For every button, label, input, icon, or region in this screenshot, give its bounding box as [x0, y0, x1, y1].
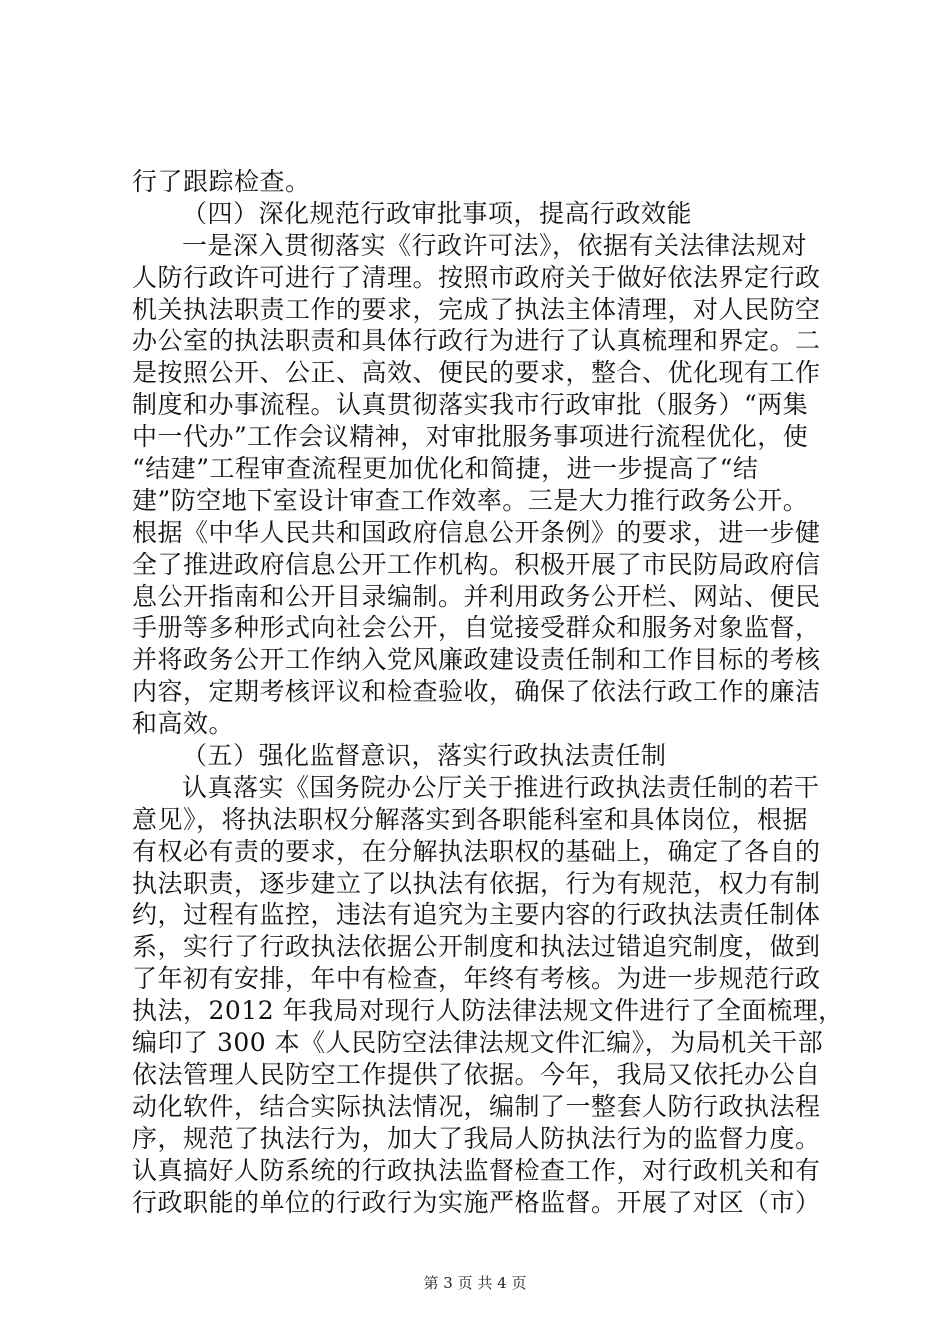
text-line: “结建”工程审查流程更加优化和简捷，进一步提高了“结 — [132, 454, 759, 484]
text-line: 机关执法职责工作的要求，完成了执法主体清理，对人民防空 — [132, 294, 821, 324]
text-line: 和高效。 — [132, 709, 235, 739]
text-line: 中一代办”工作会议精神，对审批服务事项进行流程优化，使 — [132, 422, 809, 452]
text-line: 并将政务公开工作纳入党风廉政建设责任制和工作目标的考核 — [132, 645, 821, 675]
text-line: 手册等多种形式向社会公开，自觉接受群众和服务对象监督， — [132, 613, 821, 643]
page-number-footer: 第 3 页 共 4 页 — [423, 1274, 527, 1292]
text-line: 行了跟踪检查。 — [132, 167, 311, 196]
text-line: 动化软件，结合实际执法情况，编制了一整套人防行政执法程 — [132, 1091, 821, 1121]
text-line: 是按照公开、公正、高效、便民的要求，整合、优化现有工作 — [132, 358, 821, 388]
text-line: 编印了 300 本《人民防空法律法规文件汇编》，为局机关干部 — [132, 1028, 824, 1058]
text-line: 系，实行了行政执法依据公开制度和执法过错追究制度，做到 — [132, 932, 821, 962]
text-line: 建”防空地下室设计审查工作效率。三是大力推行政务公开。 — [132, 485, 809, 515]
section-heading: （四）深化规范行政审批事项，提高行政效能 — [182, 198, 693, 228]
text-line: 全了推进政府信息公开工作机构。积极开展了市民防局政府信 — [132, 549, 821, 579]
text-line: 行政职能的单位的行政行为实施严格监督。开展了对区（市） — [132, 1187, 821, 1217]
text-line: 执法，2012 年我局对现行人防法律法规文件进行了全面梳理， — [132, 996, 844, 1026]
text-line: 人防行政许可进行了清理。按照市政府关于做好依法界定行政 — [132, 262, 821, 292]
text-line: 有权必有责的要求，在分解执法职权的基础上，确定了各自的 — [132, 836, 821, 866]
text-line: 约，过程有监控，违法有追究为主要内容的行政执法责任制体 — [132, 900, 821, 930]
text-line: 认真落实《国务院办公厅关于推进行政执法责任制的若干 — [182, 772, 820, 802]
text-line: 内容，定期考核评议和检查验收，确保了依法行政工作的廉洁 — [132, 677, 821, 707]
text-line: 息公开指南和公开目录编制。并利用政务公开栏、网站、便民 — [132, 581, 821, 611]
section-heading: （五）强化监督意识，落实行政执法责任制 — [182, 741, 667, 771]
text-line: 序，规范了执法行为，加大了我局人防执法行为的监督力度。 — [132, 1123, 821, 1153]
text-line: 根据《中华人民共和国政府信息公开条例》的要求，进一步健 — [132, 517, 821, 547]
text-line: 了年初有安排，年中有检查，年终有考核。为进一步规范行政 — [132, 964, 821, 994]
text-line: 认真搞好人防系统的行政执法监督检查工作，对行政机关和有 — [132, 1155, 821, 1185]
text-line: 依法管理人民防空工作提供了依据。今年，我局又依托办公自 — [132, 1059, 821, 1089]
text-line: 执法职责，逐步建立了以执法有依据，行为有规范，权力有制 — [132, 868, 821, 898]
body-text — [132, 166, 844, 1218]
text-line: 意见》，将执法职权分解落实到各职能科室和具体岗位，根据 — [132, 804, 809, 834]
text-line: 办公室的执法职责和具体行政行为进行了认真梳理和界定。二 — [132, 326, 821, 356]
text-line: 制度和办事流程。认真贯彻落实我市行政审批（服务）“两集 — [132, 390, 809, 420]
text-line: 一是深入贯彻落实《行政许可法》，依据有关法律法规对 — [182, 230, 808, 260]
